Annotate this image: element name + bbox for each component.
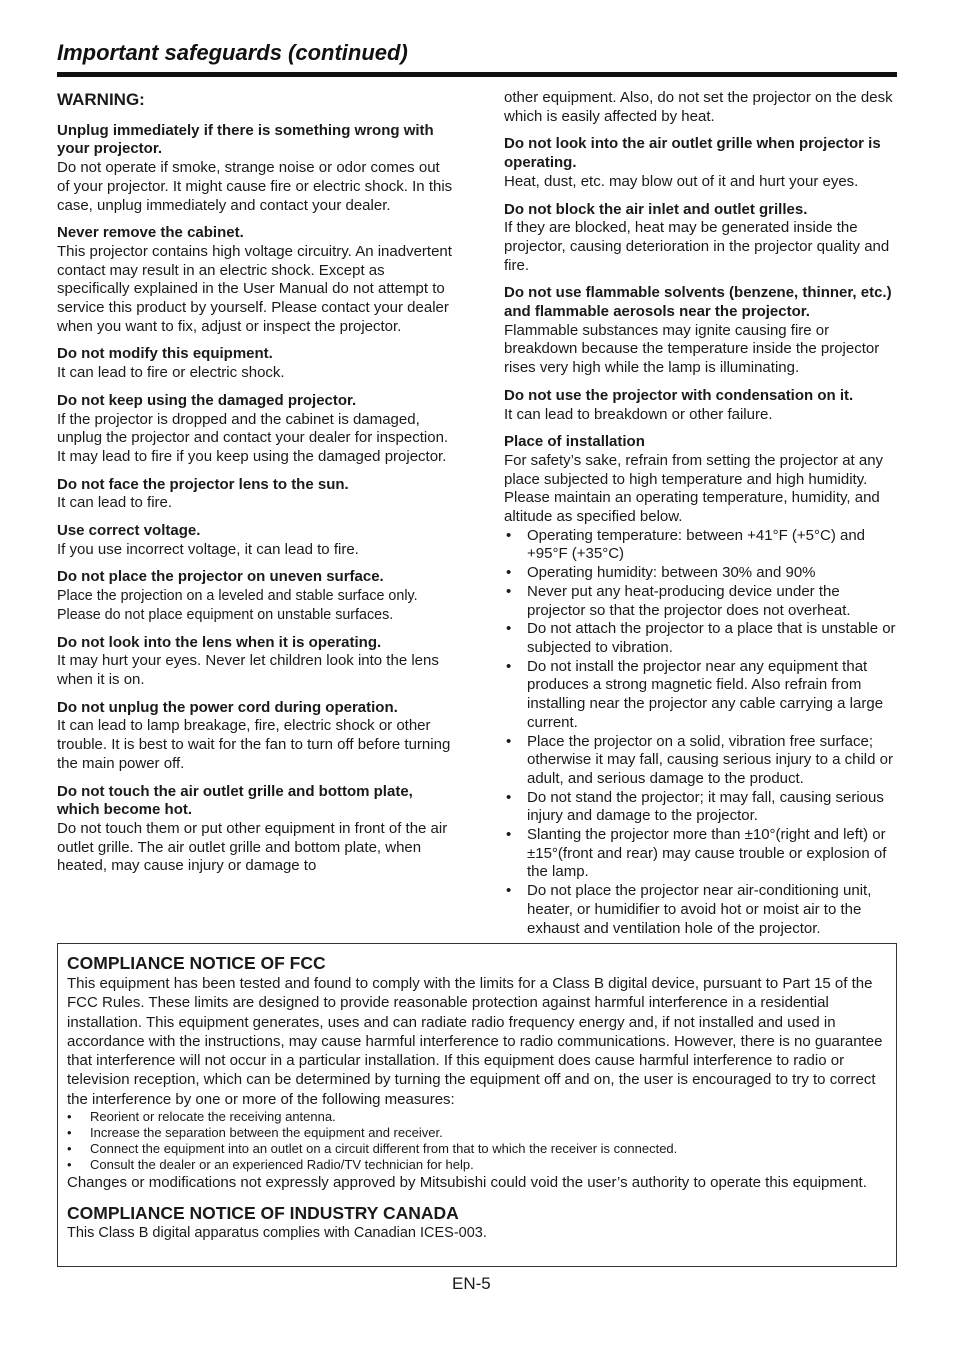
warning-item <box>57 476 455 513</box>
warning-item <box>57 522 455 559</box>
warning-item-body: It can lead to fire. <box>57 494 173 512</box>
warning-item-heading: Do not look into the lens when it is operating. <box>57 633 382 651</box>
left-column <box>57 89 455 885</box>
warning-item-body: It can lead to fire or electric shock. <box>57 364 285 382</box>
warning-item-heading: Do not block the air inlet and outlet grilles. <box>504 200 808 218</box>
warning-item-body: Do not touch them or put other equipment in front of the air outlet grille. The air outlet grille and bottom plate, when heated, may cause injury or damage to <box>57 819 448 875</box>
warning-item-body: It can lead to breakdown or other failure. <box>504 405 773 423</box>
list-item: • Reorient or relocate the receiving antenna. <box>67 1109 891 1125</box>
list-item: • Do not stand the projector; it may fall, causing serious injury and damage to the projector. <box>504 789 898 826</box>
installation-body: For safety’s sake, refrain from setting the projector at any place subjected to high temperature and high humidity. Please maintain an operating temperature, humidity, and altitude as specified below. <box>504 451 884 526</box>
fcc-body: This equipment has been tested and found to comply with the limits for a Class B digital device, pursuant to Part 15 of the FCC Rules. These limits are designed to provide reasonable protection against harmful interference in a residential installation. This equipment generates, uses and can radiate radio frequency energy and, if not installed and used in accordance with the instructions, may cause harmful interference to radio communications. However, there is no guarantee that interference will not occur in a particular installation. If this equipment does cause harmful interference to radio or television reception, which can be determined by turning the equipment off and on, the user is encouraged to try to correct the interference by one or more of the following measures: <box>67 975 883 1108</box>
right-column <box>504 89 898 947</box>
warning-item <box>504 135 898 191</box>
warning-item <box>57 392 455 467</box>
warning-item-heading: Do not face the projector lens to the sun. <box>57 475 349 493</box>
warning-item-heading: Do not unplug the power cord during operation. <box>57 698 398 716</box>
warning-item-heading: Do not modify this equipment. <box>57 345 273 363</box>
compliance-box <box>57 943 897 1267</box>
warning-item-body: It may hurt your eyes. Never let children look into the lens when it is on. <box>57 652 439 688</box>
fcc-footer: Changes or modifications not expressly approved by Mitsubishi could void the user’s authority to operate this equipment. <box>67 1174 867 1192</box>
list-item: • Slanting the projector more than ±10°(right and left) or ±15°(front and rear) may cause trouble or explosion of the lamp. <box>504 826 898 882</box>
installation-list <box>504 527 898 938</box>
warning-item-body: If the projector is dropped and the cabinet is damaged, unplug the projector and contact your dealer for inspection. It may lead to fire if you keep using the damaged projector. <box>57 410 449 465</box>
page-number: EN-5 <box>452 1274 491 1293</box>
warning-item-body: Do not operate if smoke, strange noise or odor comes out of your projector. It might cause fire or electric shock. In this case, unplug immediately and contact your dealer. <box>57 159 453 214</box>
warning-item-heading: Do not look into the air outlet grille when projector is operating. <box>504 135 881 172</box>
warning-item <box>57 568 455 624</box>
list-item: • Increase the separation between the equipment and receiver. <box>67 1125 891 1141</box>
warning-item-heading: Use correct voltage. <box>57 522 201 540</box>
fcc-heading: COMPLIANCE NOTICE OF FCC <box>67 953 326 973</box>
warning-item-body: If they are blocked, heat may be generated inside the projector, causing deterioration in the projector quality and fire. <box>504 219 890 274</box>
list-item: • Connect the equipment into an outlet on a circuit different from that to which the receiver is connected. <box>67 1141 891 1157</box>
list-item: • Operating humidity: between 30% and 90% <box>504 564 898 583</box>
warning-item <box>57 224 455 336</box>
list-item: • Consult the dealer or an experienced Radio/TV technician for help. <box>67 1157 891 1173</box>
warning-item-heading: Do not touch the air outlet grille and bottom plate, which become hot. <box>57 782 413 819</box>
installation-section <box>504 433 898 938</box>
warning-heading: WARNING: <box>57 90 145 109</box>
warning-item-heading: Do not place the projector on uneven surface. <box>57 568 384 586</box>
list-item: • Operating temperature: between +41°F (+5°C) and +95°F (+35°C) <box>504 527 898 564</box>
warning-item-body: Flammable substances may ignite causing fire or breakdown because the temperature inside the projector rises very high while the lamp is illuminating. <box>504 321 880 377</box>
list-item: • Do not install the projector near any equipment that produces a strong magnetic field. Also refrain from installing near the projector any cable carrying a large current. <box>504 658 898 733</box>
warning-item-body: Heat, dust, etc. may blow out of it and hurt your eyes. <box>504 172 859 190</box>
fcc-measures-list <box>67 1109 891 1173</box>
warning-item-body: Place the projection on a leveled and stable surface only. Please do not place equipment on unstable surfaces. <box>57 588 418 623</box>
warning-item <box>504 387 898 424</box>
warning-item <box>57 345 455 382</box>
list-item: • Do not attach the projector to a place that is unstable or subjected to vibration. <box>504 620 898 657</box>
title-rule <box>57 72 897 77</box>
list-item: • Place the projector on a solid, vibration free surface; otherwise it may fall, causing serious injury to a child or adult, and serious damage to the product. <box>504 733 898 789</box>
warning-item-body: It can lead to lamp breakage, fire, electric shock or other trouble. It is best to wait for the fan to turn off before turning the main power off. <box>57 717 451 772</box>
warning-item <box>57 122 455 216</box>
warning-item <box>57 634 455 690</box>
page-title: Important safeguards (continued) <box>57 40 408 65</box>
warning-item <box>504 284 898 378</box>
warning-item-heading: Do not keep using the damaged projector. <box>57 391 357 409</box>
canada-body: This Class B digital apparatus complies with Canadian ICES-003. <box>67 1225 487 1242</box>
warning-item-heading: Do not use the projector with condensation on it. <box>504 386 854 404</box>
installation-heading: Place of installation <box>504 433 645 451</box>
warning-item-body: If you use incorrect voltage, it can lead to fire. <box>57 540 359 558</box>
warning-item-heading: Do not use flammable solvents (benzene, thinner, etc.) and flammable aerosols near the projector. <box>504 284 892 321</box>
warning-item-heading: Never remove the cabinet. <box>57 224 244 242</box>
warning-continuation: other equipment. Also, do not set the projector on the desk which is easily affected by heat. <box>504 89 893 125</box>
warning-item <box>57 699 455 774</box>
warning-item <box>504 201 898 276</box>
list-item: • Do not place the projector near air-conditioning unit, heater, or humidifier to avoid hot or moist air to the exhaust and ventilation hole of the projector. <box>504 882 898 938</box>
canada-heading: COMPLIANCE NOTICE OF INDUSTRY CANADA <box>67 1203 459 1224</box>
warning-item <box>57 783 455 877</box>
warning-item-body: This projector contains high voltage circuitry. An inadvertent contact may result in an electric shock. Except as specifically explained in the User Manual do not attempt to service this product by yourself. Please contact your dealer when you want to fix, adjust or inspect the projector. <box>57 242 452 335</box>
warning-item-heading: Unplug immediately if there is something wrong with your projector. <box>57 121 434 158</box>
list-item: • Never put any heat-producing device under the projector so that the projector does not overheat. <box>504 583 898 620</box>
